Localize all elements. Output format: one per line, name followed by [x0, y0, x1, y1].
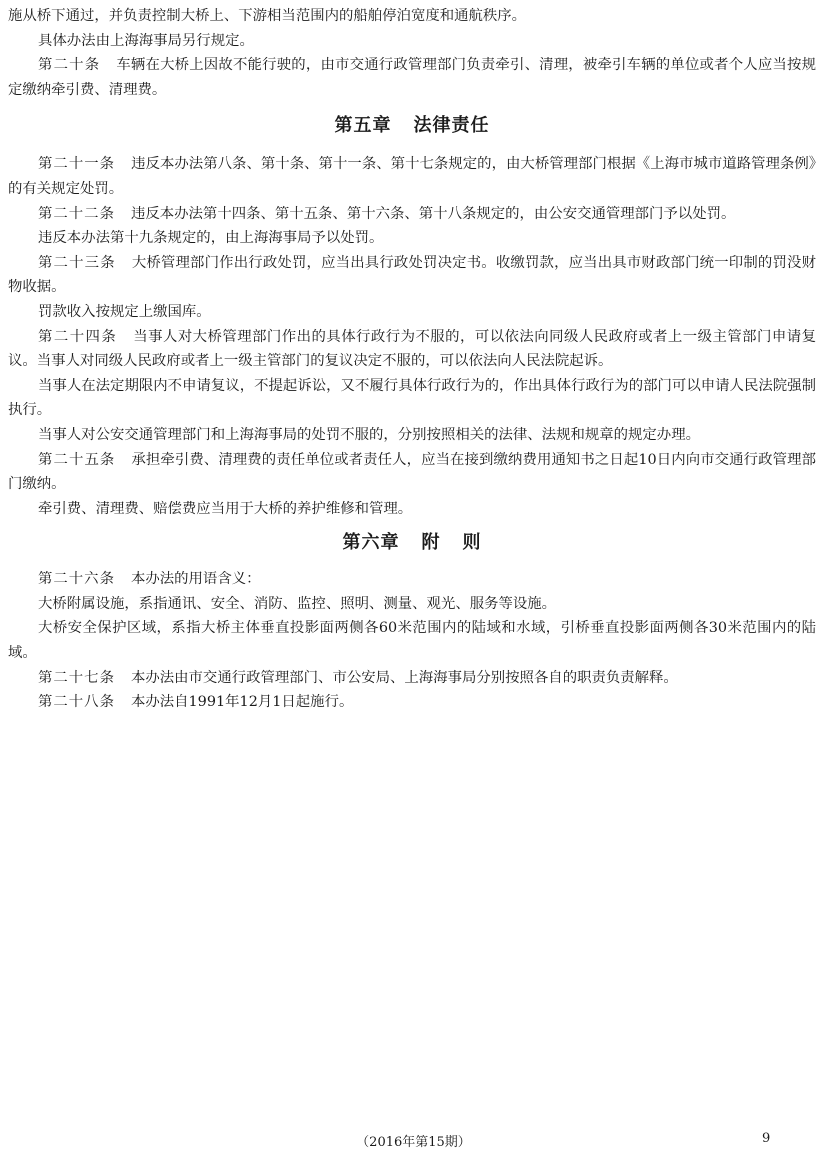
paragraph: 大桥附属设施，系指通讯、安全、消防、监控、照明、测量、观光、服务等设施。 — [38, 595, 557, 612]
paragraph: 施从桥下通过，并负责控制大桥上、下游相当范围内的船舶停泊宽度和通航秩序。 — [8, 8, 527, 24]
article-25 — [8, 448, 816, 497]
article-23 — [8, 251, 816, 300]
article-text: 本办法由市交通行政管理部门、市公安局、上海海事局分别按照各自的职责负责解释。 — [130, 669, 678, 686]
article-21 — [8, 152, 816, 201]
article-number: 第二十三条 — [38, 254, 116, 271]
article-text: 承担牵引费、清理费的责任单位或者责任人，应当在接到缴纳费用通知书之日起10日内向市交通行政管理部门缴纳。 — [8, 451, 816, 493]
page-body — [8, 4, 816, 715]
article-text: 本办法的用语含义： — [130, 571, 261, 588]
article-text: 违反本办法第十四条、第十五条、第十六条、第十八条规定的，由公安交通管理部门予以处罚。 — [130, 205, 736, 222]
article-number: 第二十四条 — [38, 328, 118, 345]
paragraph: 违反本办法第十九条规定的，由上海海事局予以处罚。 — [38, 230, 384, 247]
chapter-number: 第六章 — [342, 532, 400, 554]
article-26 — [8, 567, 816, 592]
paragraph: 具体办法由上海海事局另行规定。 — [38, 32, 254, 49]
chapter-title-part: 附 — [421, 532, 441, 554]
article-number: 第二十八条 — [38, 694, 115, 711]
article-20 — [8, 53, 816, 102]
article-22 — [8, 202, 816, 227]
article-number: 第二十条 — [38, 57, 101, 74]
page-number: 9 — [762, 1131, 771, 1146]
paragraph: 当事人对公安交通管理部门和上海海事局的处罚不服的，分别按照相关的法律、法规和规章的规定办理。 — [38, 426, 700, 443]
article-27 — [8, 666, 816, 691]
article-text: 车辆在大桥上因故不能行驶的，由市交通行政管理部门负责牵引、清理，被牵引车辆的单位或者个人应当按规定缴纳牵引费、清理费。 — [8, 57, 816, 98]
article-number: 第二十六条 — [38, 571, 115, 588]
article-text: 大桥管理部门作出行政处罚，应当出具行政处罚决定书。收缴罚款，应当出具市财政部门统一印制的罚没财物收据。 — [8, 254, 816, 296]
chapter-title: 法律责任 — [413, 115, 490, 137]
article-28 — [8, 690, 816, 715]
issue-label: （2016年第15期） — [356, 1135, 471, 1150]
paragraph: 罚款收入按规定上缴国库。 — [38, 303, 211, 320]
chapter-heading — [8, 114, 816, 138]
article-text: 违反本办法第八条、第十条、第十一条、第十七条规定的，由大桥管理部门根据《上海市城市道路管理条例》的有关规定处罚。 — [8, 156, 816, 197]
paragraph: 当事人在法定期限内不申请复议，不提起诉讼，又不履行具体行政行为的，作出具体行政行为的部门可以申请人民法院强制执行。 — [8, 377, 816, 419]
article-number: 第二十一条 — [38, 156, 116, 173]
article-number: 第二十七条 — [38, 669, 115, 686]
paragraph: 大桥安全保护区域，系指大桥主体垂直投影面两侧各60米范围内的陆域和水域，引桥垂直投影面两侧各30米范围内的陆域。 — [8, 620, 816, 662]
article-text: 当事人对大桥管理部门作出的具体行政行为不服的，可以依法向同级人民政府或者上一级主管部门申请复议。当事人对同级人民政府或者上一级主管部门的复议决定不服的，可以依法向人民法院起诉。 — [8, 328, 816, 370]
article-number: 第二十五条 — [38, 451, 116, 468]
article-number: 第二十二条 — [38, 205, 115, 222]
article-text: 本办法自1991年12月1日起施行。 — [130, 694, 354, 711]
paragraph: 牵引费、清理费、赔偿费应当用于大桥的养护维修和管理。 — [38, 500, 413, 517]
chapter-number: 第五章 — [334, 115, 392, 137]
chapter-title-part: 则 — [462, 532, 482, 554]
article-24 — [8, 325, 816, 374]
chapter-heading — [8, 531, 816, 555]
